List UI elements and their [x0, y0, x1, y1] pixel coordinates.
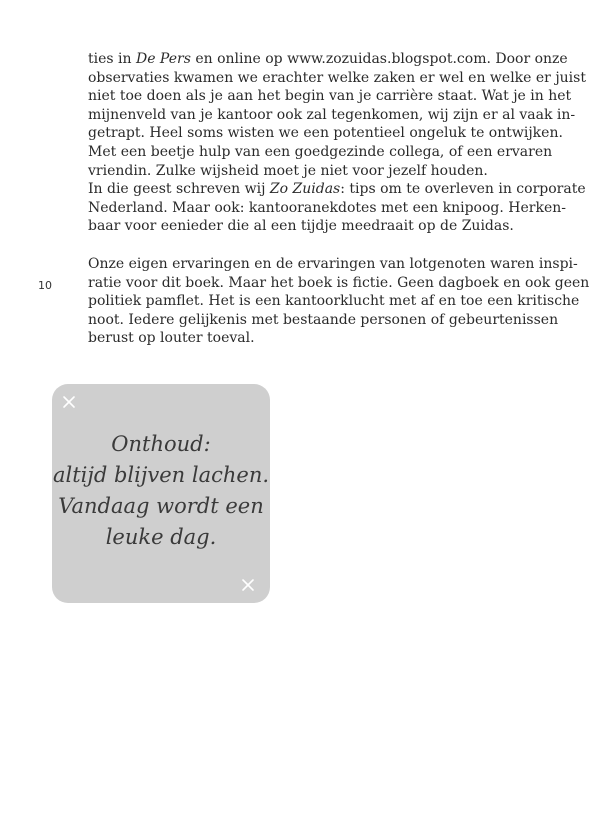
publication-name: De Pers [135, 51, 191, 67]
text-line: In die geest schreven wij Zo Zuidas: tips om te overleven in corporate [88, 181, 586, 198]
text-line: niet toe doen als je aan het begin van je carrière staat. Wat je in het [88, 88, 572, 105]
text-line: baar voor eenieder die al een tijdje meedraait op de Zuidas. [88, 218, 514, 235]
quote-text [52, 429, 270, 553]
text-line: Nederland. Maar ook: kantooranekdotes met een knipoog. Herken- [88, 199, 566, 216]
quote-line: altijd blijven lachen. [52, 463, 270, 487]
text-line: mijnenveld van je kantoor ook zal tegenkomen, wij zijn er al vaak in- [88, 106, 576, 123]
quote-line: leuke dag. [105, 525, 217, 549]
text-line: Onze eigen ervaringen en de ervaringen van lotgenoten waren inspi- [88, 256, 578, 272]
flourish-icon [240, 577, 256, 593]
flourish-icon [61, 394, 77, 410]
text-line: vriendin. Zulke wijsheid moet je niet voor jezelf houden. [88, 162, 488, 179]
text-line: politiek pamflet. Het is een kantoorklucht met af en toe een kritische [88, 293, 580, 310]
quote-line: Vandaag wordt een [58, 494, 264, 518]
text-line: Met een beetje hulp van een goedgezinde collega, of een ervaren [88, 143, 553, 160]
text-line: berust op louter toeval. [88, 330, 255, 347]
text-line: ratie voor dit boek. Maar het boek is fictie. Geen dagboek en ook geen [88, 274, 589, 291]
body-paragraph-2 [88, 255, 589, 348]
text-line: getrapt. Heel soms wisten we een potentieel ongeluk te ontwijken. [88, 125, 563, 142]
body-paragraph-1 [88, 50, 586, 236]
text-line: noot. Iedere gelijkenis met bestaande personen of gebeurtenissen [88, 311, 559, 328]
quote-card [52, 384, 270, 603]
page-number: 10 [38, 279, 52, 292]
text-line: ties in De Pers en online op www.zozuidas.blogspot.com. Door onze [88, 51, 568, 67]
book-title: Zo Zuidas [269, 181, 341, 198]
text-line: observaties kwamen we erachter welke zaken er wel en welke er juist [88, 69, 586, 86]
quote-line: Onthoud: [111, 432, 211, 456]
